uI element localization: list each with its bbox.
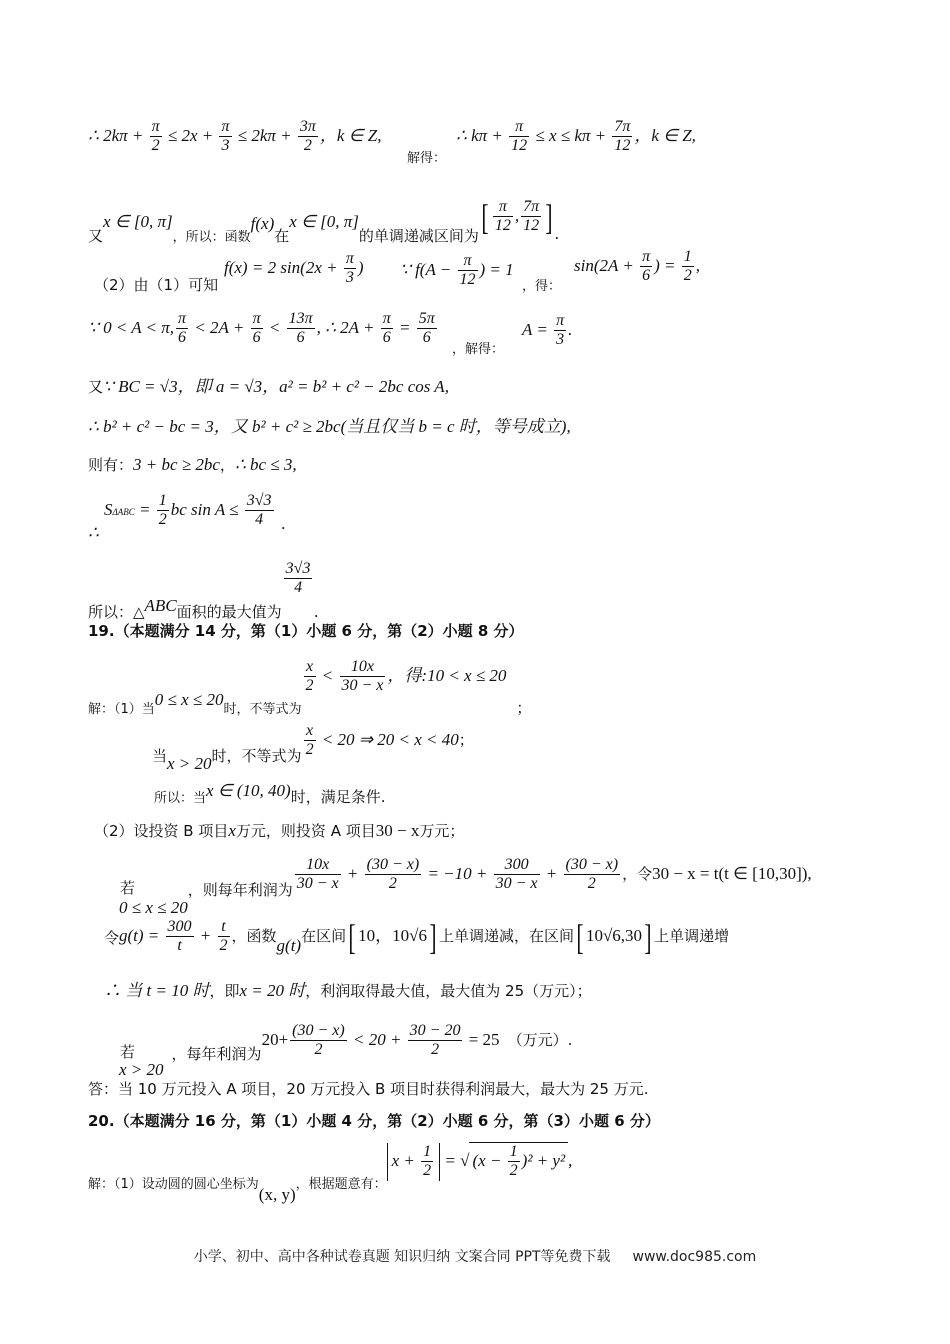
denominator: 2 xyxy=(303,137,312,155)
function-monotonicity-line xyxy=(104,918,729,956)
profit-case-one xyxy=(119,856,812,917)
math-text: x ∈ [0, π] xyxy=(289,211,359,231)
numerator: 7π xyxy=(612,118,632,137)
math-text: S xyxy=(104,499,113,519)
text: 上单调递增 xyxy=(654,926,730,945)
profit-case-two xyxy=(119,1022,573,1079)
bracket-right: ] xyxy=(644,916,652,957)
text: ，函数 xyxy=(231,926,277,945)
decreasing-interval-line xyxy=(88,178,560,245)
numerator: (30 − x) xyxy=(365,856,422,875)
numerator: π xyxy=(344,250,356,269)
numerator: 30 − 20 xyxy=(408,1022,463,1041)
numerator: 3π xyxy=(298,118,318,137)
math-text: , xyxy=(566,417,571,436)
numerator: 300 xyxy=(494,856,540,875)
page-footer xyxy=(0,1246,950,1266)
math-text: g(t) xyxy=(276,935,302,955)
denominator: 2 xyxy=(158,511,167,529)
maximum-profit-line xyxy=(104,982,592,999)
text: 万元，则投资 A 项目 xyxy=(235,822,376,840)
fraction xyxy=(245,492,274,530)
math-text: < 20 + xyxy=(348,1029,406,1049)
condition-expression xyxy=(400,252,514,290)
text: ，得： xyxy=(522,279,562,294)
denominator: 30 − x xyxy=(296,875,339,893)
denominator: 12 xyxy=(459,271,476,289)
math-text: = xyxy=(134,499,155,519)
numerator: π xyxy=(176,310,188,329)
fraction xyxy=(493,198,513,236)
math-text: )² + y² xyxy=(521,1150,566,1170)
math-text: + xyxy=(541,863,562,883)
math-text: 10√6,30 xyxy=(585,925,643,945)
text: 时，不等式为 xyxy=(211,746,302,765)
math-text: ≤ x ≤ kπ + xyxy=(531,125,611,145)
fraction xyxy=(509,118,529,156)
numerator: π xyxy=(381,310,393,329)
math-text: , xyxy=(695,255,700,275)
numerator: 1 xyxy=(508,1143,520,1162)
square-root xyxy=(469,1142,568,1181)
part-two-intro: （2）由（1）可知 xyxy=(94,276,219,294)
denominator: 3 xyxy=(221,137,230,155)
denominator: 12 xyxy=(494,217,511,235)
math-text: < xyxy=(317,665,338,685)
question-20-heading xyxy=(88,1114,660,1129)
part-one-case-one xyxy=(88,658,532,717)
fraction xyxy=(508,1143,520,1181)
math-text: , xyxy=(292,455,297,474)
text: ，解得： xyxy=(452,342,505,357)
cosine-law-line xyxy=(88,378,449,395)
denominator: 2 xyxy=(314,1041,323,1059)
math-text: ，得:10 < x ≤ 20 xyxy=(387,665,507,685)
text: 解：（1）设动圆的圆心坐标为 xyxy=(88,1176,259,1192)
area-max-line xyxy=(88,560,319,621)
numerator: 3√3 xyxy=(284,560,313,579)
question-title: （本题满分 16 分，第（1）小题 4 分，第（2）小题 6 分，第（3）小题 6 分） xyxy=(114,1112,660,1130)
denominator: 2 xyxy=(423,1162,432,1180)
math-text: ABC xyxy=(144,595,177,615)
text: 上单调递减，在区间 xyxy=(438,926,574,945)
math-text: ∵ BC = √3，即 a = √3，a² = b² + c² − 2bc cos A xyxy=(103,377,445,396)
denominator: 6 xyxy=(422,329,431,347)
fraction xyxy=(458,252,478,290)
denominator: 6 xyxy=(252,329,261,347)
text: 解：（1）当 xyxy=(88,701,155,717)
math-text: ∴ kπ + xyxy=(456,125,508,145)
denominator: 2 xyxy=(219,937,228,955)
text: ，令 xyxy=(622,864,653,883)
fraction xyxy=(682,248,694,286)
math-text: x xyxy=(228,821,236,840)
fraction xyxy=(176,310,188,348)
bracket-left: [ xyxy=(576,916,584,957)
math-text: = xyxy=(394,317,415,337)
sine-equation xyxy=(574,248,700,286)
text: ，即 xyxy=(209,982,240,1000)
numerator: π xyxy=(458,252,478,271)
math-text: x ∈ (10, 40) xyxy=(206,781,291,800)
part-one-case-two xyxy=(152,722,474,773)
text: ，根据题意有： xyxy=(295,1176,387,1192)
footer-url[interactable]: www.doc985.com xyxy=(632,1249,757,1265)
math-text: = xyxy=(440,1150,461,1170)
math-text: 0 ≤ x ≤ 20 xyxy=(154,689,224,709)
text: 若 xyxy=(120,878,136,897)
solve-label: 解得： xyxy=(407,151,447,166)
fraction xyxy=(287,310,315,348)
fraction xyxy=(251,310,263,348)
angle-range-line xyxy=(88,310,439,348)
numerator: 13π xyxy=(287,310,315,329)
math-text: x > 20 xyxy=(167,753,212,773)
numerator: x xyxy=(304,722,316,741)
angle-solution xyxy=(522,312,572,350)
fraction xyxy=(150,118,162,156)
numerator: π xyxy=(554,312,566,331)
denominator: 3 xyxy=(345,269,354,287)
fraction xyxy=(521,198,541,236)
numerator: 5π xyxy=(417,310,437,329)
fraction xyxy=(612,118,632,156)
circle-center-line xyxy=(88,1142,573,1204)
math-text: ，k ∈ Z, xyxy=(634,125,696,145)
math-text: = −10 + xyxy=(423,863,492,883)
fraction xyxy=(157,492,169,530)
fraction xyxy=(290,1022,347,1060)
denominator: 4 xyxy=(255,511,264,529)
math-text: . xyxy=(568,319,573,339)
math-text: 10，10√6 xyxy=(358,925,427,945)
math-text: ∴ b² + c² − bc = 3，又 b² + c² ≥ 2bc(当且仅当 b = c 时，等号成立) xyxy=(88,417,567,436)
fraction xyxy=(284,560,313,598)
text: （2）设投资 B 项目 xyxy=(94,822,229,840)
math-text: 3 + bc ≥ 2bc xyxy=(133,455,220,474)
therefore-symbol: ∴ xyxy=(88,523,99,542)
denominator: 2 xyxy=(151,137,160,155)
subscript: ΔABC xyxy=(112,506,135,517)
math-text: f(x) xyxy=(250,213,275,233)
fraction xyxy=(166,918,194,956)
fraction xyxy=(640,248,652,286)
text: 时，不等式为 xyxy=(223,701,302,717)
numerator: π xyxy=(150,118,162,137)
fraction xyxy=(304,658,316,696)
denominator: 3 xyxy=(556,331,565,349)
denominator: t xyxy=(177,937,182,955)
text: 又 xyxy=(88,226,104,245)
bracket-right: ] xyxy=(545,196,553,237)
math-text: , xyxy=(444,377,449,396)
inequality-line xyxy=(88,418,571,435)
text: 若 xyxy=(120,1042,136,1061)
denominator: 12 xyxy=(614,137,631,155)
fraction xyxy=(340,658,386,696)
denominator: 2 xyxy=(388,875,397,893)
denominator: 2 xyxy=(305,741,314,759)
fraction xyxy=(564,856,621,894)
math-text: . xyxy=(314,601,319,621)
math-text: x ∈ [0, π] xyxy=(103,211,173,231)
part-two-setup xyxy=(94,822,464,839)
math-text: (x − xyxy=(472,1150,506,1170)
math-text: < 20 ⇒ 20 < x < 40 xyxy=(317,729,459,749)
math-text: ∴ 当 t = 10 时 xyxy=(104,981,210,1000)
denominator: 6 xyxy=(382,329,391,347)
text: ， xyxy=(219,456,235,474)
math-text: ) = 1 xyxy=(479,259,514,279)
math-text: ) xyxy=(357,257,364,277)
bc-bound-line xyxy=(88,456,297,473)
text: 面积的最大值为 xyxy=(176,602,282,621)
text: 当 xyxy=(152,746,168,765)
bracket-left: [ xyxy=(348,916,356,957)
math-text: (x, y) xyxy=(258,1184,296,1204)
math-text: 30 − x = t(t ∈ [10,30]), xyxy=(652,863,812,883)
math-text: ) = xyxy=(654,255,680,275)
math-text: + xyxy=(342,863,363,883)
numerator: π xyxy=(509,118,529,137)
question-number: 20. xyxy=(88,1112,115,1130)
math-text: , xyxy=(514,205,520,225)
numerator: 10x xyxy=(295,856,341,875)
numerator: π xyxy=(493,198,513,217)
denominator: 6 xyxy=(642,267,651,285)
numerator: x xyxy=(304,658,316,677)
numerator: 7π xyxy=(521,198,541,217)
text: 的单调递减区间为 xyxy=(358,226,479,245)
area-expression xyxy=(104,492,286,533)
footer-text: 小学、初中、高中各种试卷真题 知识归纳 文案合同 PPT等免费下载 xyxy=(193,1249,611,1265)
math-text: 30 − x xyxy=(375,821,420,840)
math-text: g(t) = xyxy=(119,925,164,945)
fraction xyxy=(494,856,540,894)
math-text: ∴ bc ≤ 3 xyxy=(234,455,293,474)
fraction xyxy=(421,1143,433,1181)
denominator: 2 xyxy=(683,267,692,285)
text: ，每年利润为 xyxy=(171,1044,262,1063)
solution-range-line xyxy=(456,118,696,156)
answer-line: 答：当 10 万元投入 A 项目，20 万元投入 B 项目时获得利润最大，最大为 25 万元. xyxy=(88,1080,649,1098)
sqrt-symbol: √ xyxy=(460,1150,470,1170)
fraction xyxy=(417,310,437,348)
text: ，则每年利润为 xyxy=(187,880,293,899)
text: （万元）. xyxy=(507,1030,573,1049)
denominator: 12 xyxy=(523,217,540,235)
text: 万元； xyxy=(419,822,465,840)
numerator: 300 xyxy=(166,918,194,937)
function-expression xyxy=(224,250,364,288)
math-text: ，k ∈ Z, xyxy=(319,125,382,145)
text: 在区间 xyxy=(301,926,347,945)
numerator: 3√3 xyxy=(245,492,274,511)
text: ； xyxy=(516,698,532,717)
question-number: 19. xyxy=(88,622,115,640)
numerator: 1 xyxy=(421,1143,433,1162)
math-text: ∵ f(A − xyxy=(400,259,456,279)
numerator: 1 xyxy=(157,492,169,511)
fraction xyxy=(344,250,356,288)
denominator: 30 − x xyxy=(495,875,538,893)
text: ，所以：函数 xyxy=(172,229,251,245)
math-text: , xyxy=(568,1150,573,1170)
math-text: A = xyxy=(522,319,553,339)
denominator: 6 xyxy=(178,329,187,347)
fraction xyxy=(365,856,422,894)
numerator: π xyxy=(219,118,231,137)
math-text: , ∴ 2A + xyxy=(316,317,379,337)
text: 时，满足条件. xyxy=(290,788,386,806)
math-text: bc sin A ≤ xyxy=(170,499,243,519)
math-text: 0 ≤ x ≤ 20 xyxy=(119,897,188,917)
text: 又 xyxy=(88,378,104,396)
part-one-conclusion xyxy=(154,781,386,806)
denominator: 2 xyxy=(305,677,314,695)
fraction xyxy=(408,1022,463,1060)
solution-inequality-line xyxy=(88,118,381,156)
absolute-value xyxy=(387,1143,441,1181)
question-19-heading xyxy=(88,624,524,639)
denominator: 12 xyxy=(511,137,528,155)
text: ； xyxy=(458,730,474,749)
denominator: 2 xyxy=(431,1041,440,1059)
question-title: （本题满分 14 分，第（1）小题 6 分，第（2）小题 8 分） xyxy=(114,622,524,640)
numerator: π xyxy=(640,248,652,267)
math-text: . xyxy=(281,513,286,533)
numerator: 1 xyxy=(682,248,694,267)
math-text: ≤ 2x + xyxy=(163,125,218,145)
math-text: . xyxy=(555,223,560,243)
fraction xyxy=(381,310,393,348)
text: ，利润取得最大值，最大值为 25（万元）； xyxy=(305,982,592,1000)
text: 所以：△ xyxy=(88,602,145,621)
math-text: = 25 xyxy=(464,1029,500,1049)
numerator: (30 − x) xyxy=(564,856,621,875)
math-text: x + xyxy=(391,1150,420,1170)
math-text: x = 20 时 xyxy=(239,981,306,1000)
text: 则有： xyxy=(88,456,134,474)
denominator: 6 xyxy=(296,329,305,347)
math-text: ∵ 0 < A < π, xyxy=(88,317,175,337)
fraction xyxy=(295,856,341,894)
math-text: x > 20 xyxy=(119,1059,164,1079)
text: 令 xyxy=(104,928,120,947)
fraction xyxy=(219,118,231,156)
math-text: < 2A + xyxy=(190,317,249,337)
text: 所以：当 xyxy=(154,791,207,806)
denominator: 2 xyxy=(509,1162,518,1180)
denominator: 30 − x xyxy=(341,677,384,695)
fraction xyxy=(298,118,318,156)
math-text: ∴ 2kπ + xyxy=(88,125,148,145)
bracket-left: [ xyxy=(481,196,489,237)
math-text: + xyxy=(195,925,216,945)
fraction xyxy=(218,918,230,956)
bracket-right: ] xyxy=(429,916,437,957)
fraction xyxy=(304,722,316,760)
text: 在 xyxy=(274,226,290,245)
math-text: ≤ 2kπ + xyxy=(233,125,296,145)
numerator: 10x xyxy=(340,658,386,677)
numerator: t xyxy=(218,918,230,937)
denominator: 2 xyxy=(587,875,596,893)
math-text: < xyxy=(264,317,285,337)
numerator: (30 − x) xyxy=(290,1022,347,1041)
math-text: sin(2A + xyxy=(574,255,639,275)
numerator: π xyxy=(251,310,263,329)
math-text: 20+ xyxy=(261,1029,289,1049)
math-text: f(x) = 2 sin(2x + xyxy=(224,257,342,277)
fraction xyxy=(554,312,566,350)
denominator: 4 xyxy=(294,579,303,597)
